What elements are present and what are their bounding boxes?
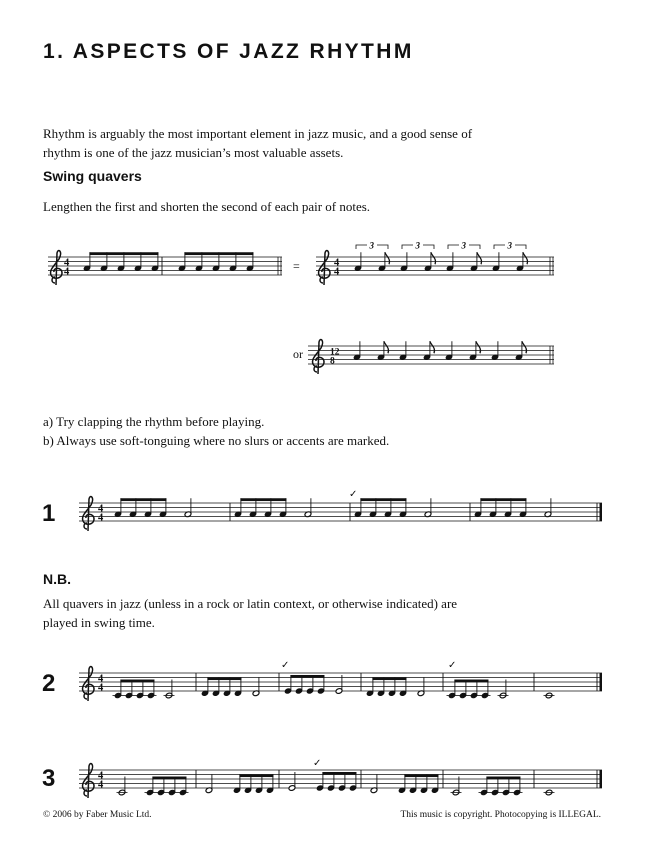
copyright-footer: © 2006 by Faber Music Ltd.	[43, 810, 152, 820]
intro-line: rhythm is one of the jazz musician’s most valuable assets.	[43, 145, 344, 160]
note-beam	[89, 252, 158, 255]
note-flag	[522, 341, 527, 353]
nb-line: All quavers in jazz (unless in a rock or latin context, or otherwise indicated) are	[43, 596, 458, 611]
treble-clef-icon	[83, 497, 94, 531]
triplet-number: 3	[461, 240, 466, 251]
final-barline-thick	[600, 503, 603, 521]
nb-line: played in swing time.	[43, 615, 155, 630]
exercise-number-1: 1	[42, 500, 56, 527]
time-signature-numerator: 12	[330, 347, 340, 358]
time-signature-numerator: 4	[98, 673, 104, 685]
note-beam	[372, 677, 406, 680]
triplet-number: 3	[415, 240, 420, 251]
triplet-number: 3	[369, 240, 374, 251]
time-signature-denominator: 4	[98, 682, 104, 694]
treble-clef-icon	[83, 764, 94, 798]
note-flag	[384, 341, 389, 353]
note-flag	[477, 252, 482, 264]
note-beam	[207, 677, 241, 680]
note-beam	[404, 774, 438, 777]
final-barline-thick	[600, 673, 603, 691]
note-beam	[480, 498, 526, 501]
breath-mark-icon: ✓	[281, 660, 290, 671]
breath-mark-icon: ✓	[448, 660, 457, 671]
note-beam	[184, 252, 253, 255]
note-flag	[431, 252, 436, 264]
swing-quavers-heading: Swing quavers	[43, 168, 142, 184]
note-beam	[486, 777, 520, 780]
note-beam	[322, 772, 356, 775]
tip-item: b) Always use soft-tonguing where no slurs or accents are marked.	[43, 433, 390, 448]
note-flag	[385, 252, 390, 264]
time-signature-denominator: 4	[98, 779, 104, 791]
time-signature-numerator: 4	[98, 503, 104, 515]
note-flag	[476, 341, 481, 353]
time-signature-denominator: 4	[98, 512, 104, 524]
note-beam	[239, 774, 273, 777]
note-beam	[290, 675, 324, 678]
note-beam	[360, 498, 406, 501]
copyright-notice: This music is copyright. Photocopying is ILLEGAL.	[400, 810, 601, 820]
treble-clef-icon	[83, 667, 94, 701]
or-label: or	[293, 347, 303, 361]
note-flag	[430, 341, 435, 353]
swing-quavers-text: Lengthen the first and shorten the second of each pair of notes.	[43, 199, 371, 214]
triplet-number: 3	[507, 240, 512, 251]
note-beam	[240, 498, 286, 501]
note-flag	[523, 252, 528, 264]
time-signature-denominator: 4	[64, 266, 70, 278]
tip-item: a) Try clapping the rhythm before playing.	[43, 414, 265, 429]
note-beam	[152, 777, 186, 780]
note-beam	[120, 680, 154, 683]
final-barline-thick	[600, 770, 603, 788]
page-title: 1. ASPECTS OF JAZZ RHYTHM	[43, 40, 414, 63]
time-signature-numerator: 4	[64, 257, 70, 269]
breath-mark-icon: ✓	[313, 758, 322, 769]
note-beam	[454, 680, 488, 683]
exercise-number-3: 3	[42, 765, 56, 792]
time-signature-denominator: 8	[330, 356, 335, 367]
treble-clef-icon	[51, 251, 62, 285]
equals-sign: =	[293, 259, 300, 273]
nb-heading: N.B.	[43, 571, 71, 587]
note-beam	[120, 498, 166, 501]
breath-mark-icon: ✓	[349, 489, 358, 500]
time-signature-denominator: 4	[334, 266, 340, 278]
treble-clef-icon	[319, 251, 330, 285]
time-signature-numerator: 4	[98, 770, 104, 782]
time-signature-numerator: 4	[334, 257, 340, 269]
intro-line: Rhythm is arguably the most important element in jazz music, and a good sense of	[43, 126, 473, 141]
exercise-number-2: 2	[42, 670, 56, 697]
treble-clef-icon	[313, 340, 324, 374]
